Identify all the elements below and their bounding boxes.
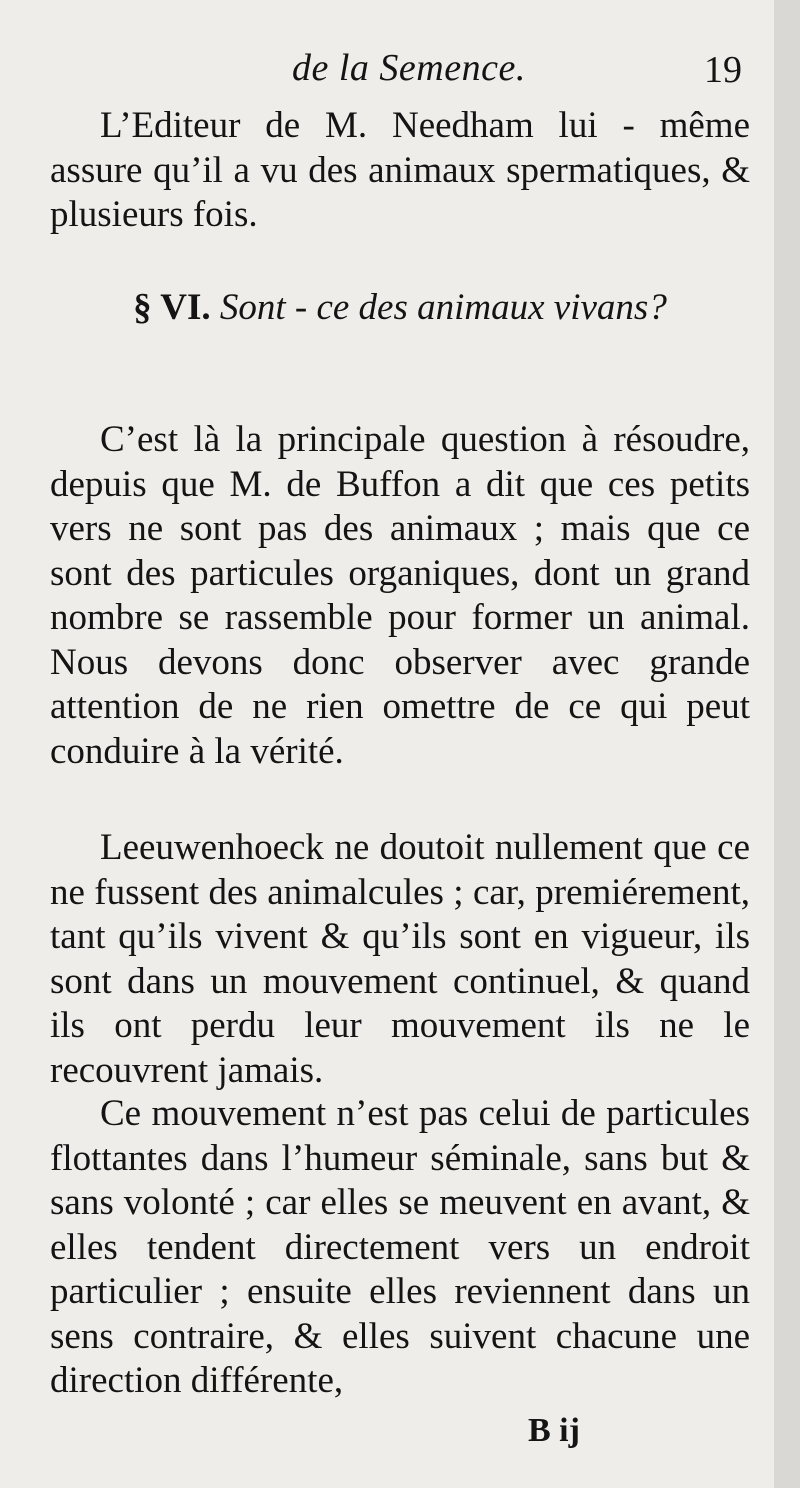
paragraph-text: Leeuwenhoeck ne doutoit nullement que ce ne fussent des animalcules ; car, premiérement, tant qu’ils vivent & qu’ils sont en vigueur, ils sont dans un mouvement continuel, & quand ils ont perdu leur mouvement ils ne le recouvrent jamais. (50, 827, 750, 1091)
page-edge-shadow (774, 0, 800, 1488)
paragraph-editor-note (50, 104, 750, 238)
page-number: 19 (704, 49, 742, 91)
running-title: de la Semence. (292, 47, 526, 89)
page-header (0, 40, 800, 100)
paragraph-text: Ce mouvement n’est pas celui de particules flottantes dans l’humeur séminale, sans but & sans volonté ; car elles se meuvent en avant, & elles tendent directement vers un endroit particulier ; ensuite elles reviennent dans un sens contraire, & elles suivent chacune une direction différente, (50, 1093, 750, 1401)
paragraph-movement (50, 1092, 750, 1404)
section-heading (50, 282, 750, 334)
paragraph-main-question (50, 418, 750, 774)
section-marker: § VI. (133, 287, 211, 328)
paragraph-text: L’Editeur de M. Needham lui - même assure qu’il a vu des animaux spermatiques, & plusieurs fois. (50, 105, 750, 235)
paragraph-leeuwenhoeck (50, 826, 750, 1093)
paragraph-text: C’est là la principale question à résoudre, depuis que M. de Buffon a dit que ces petits vers ne sont pas des animaux ; mais que ce sont des particules organiques, dont un grand nombre se rassemble pour former un animal. Nous devons donc observer avec grande attention de ne rien omettre de ce qui peut conduire à la vérité. (50, 419, 750, 772)
signature-mark: B ij (528, 1412, 580, 1449)
section-title: Sont - ce des animaux vivans? (219, 287, 667, 328)
